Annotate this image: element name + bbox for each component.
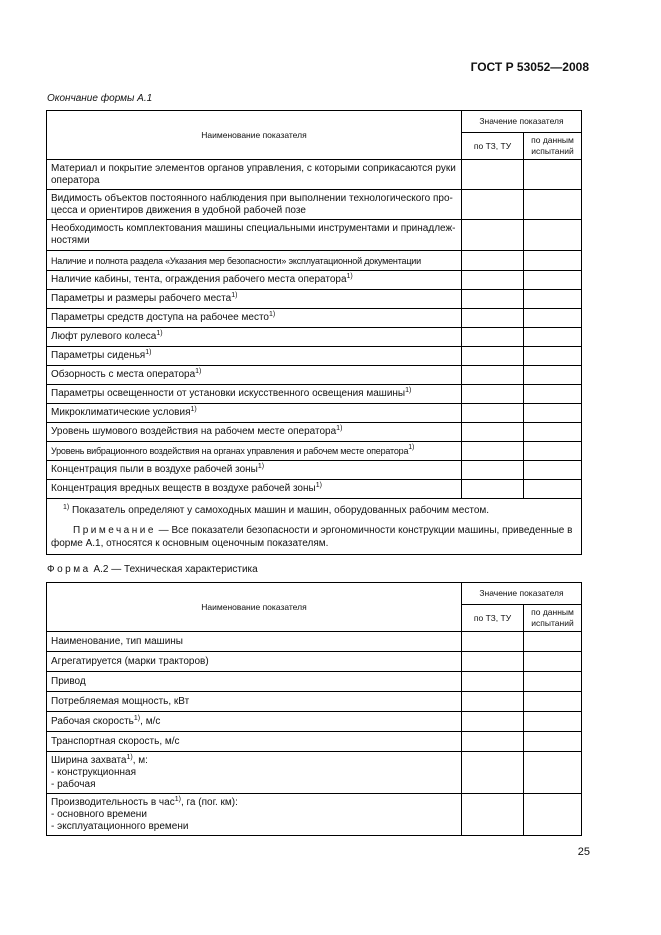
value-cell (524, 480, 582, 499)
value-cell (524, 672, 582, 692)
value-cell (524, 271, 582, 290)
value-cell (524, 347, 582, 366)
row-text: Обзорность с места оператора (51, 369, 196, 380)
table-row (47, 442, 462, 461)
row-text: Рабочая скорость (51, 715, 134, 727)
header-name: Наименование показателя (47, 111, 462, 160)
value-cell (462, 672, 524, 692)
row-subitem: - основного времени (51, 808, 147, 820)
table-row (47, 404, 462, 423)
value-cell (462, 404, 524, 423)
value-cell (462, 632, 524, 652)
footnote-ref: 1) (156, 330, 163, 337)
header-name: Наименование показателя (47, 583, 462, 632)
header-tz-tu: по ТЗ, ТУ (462, 133, 524, 160)
value-cell (462, 794, 524, 836)
value-cell (462, 732, 524, 752)
footnote-ref: 1) (408, 444, 415, 451)
table-row (47, 328, 462, 347)
form-label: Форма (47, 564, 91, 575)
value-cell (524, 794, 582, 836)
value-cell (524, 732, 582, 752)
value-cell (462, 652, 524, 672)
table-row (47, 271, 462, 290)
table-row (47, 480, 462, 499)
value-cell (462, 251, 524, 271)
value-cell (462, 442, 524, 461)
value-cell (524, 752, 582, 794)
value-cell (524, 328, 582, 347)
header-value-group: Значение показателя (462, 111, 582, 133)
row-text: Ширина захвата (51, 754, 127, 766)
value-cell (524, 220, 582, 251)
note (47, 517, 581, 554)
form-a2-caption (47, 564, 258, 575)
header-test-data: по данным испытаний (524, 133, 582, 160)
row-text: Концентрация вредных веществ в воздухе рабочей зоны (51, 483, 316, 494)
table-row: Наличие и полнота раздела «Указания мер безопасности» эксплуатационной документации (47, 251, 462, 271)
row-subitem: - рабочая (51, 778, 96, 790)
footnote-ref: 1) (336, 425, 343, 432)
table-row (47, 712, 462, 732)
form-a2-table (46, 582, 582, 836)
value-cell (462, 423, 524, 442)
footnote-ref: 1) (126, 753, 133, 761)
footnote-mark: 1) (63, 504, 70, 511)
value-cell (524, 290, 582, 309)
row-text: Концентрация пыли в воздухе рабочей зоны (51, 464, 258, 475)
row-text: Параметры сиденья (51, 350, 146, 361)
page-number: 25 (577, 846, 590, 858)
row-text: Производительность в час (51, 796, 175, 808)
form-title: А.2 — Техническая характеристика (93, 564, 258, 575)
table-row (47, 366, 462, 385)
value-cell (524, 251, 582, 271)
row-text: Параметры и размеры рабочего места (51, 293, 232, 304)
header-value-group: Значение показателя (462, 583, 582, 605)
footnote-ref: 1) (257, 463, 265, 470)
value-cell (462, 190, 524, 220)
table-row: Транспортная скорость, м/с (47, 732, 462, 752)
value-cell (462, 309, 524, 328)
value-cell (524, 652, 582, 672)
footnote-ref: 1) (133, 714, 141, 722)
table-notes (47, 499, 582, 555)
form-a1-caption: Окончание формы А.1 (47, 93, 153, 104)
value-cell (462, 752, 524, 794)
footnote-ref: 1) (315, 482, 322, 489)
row-subitem: - эксплуатационного времени (51, 820, 189, 832)
value-cell (524, 461, 582, 480)
row-unit: , м: (132, 754, 148, 766)
value-cell (524, 632, 582, 652)
value-cell (524, 442, 582, 461)
row-head (51, 797, 457, 809)
table-row: Наименование, тип машины (47, 632, 462, 652)
footnote-ref: 1) (346, 273, 353, 280)
row-text: Микроклиматические условия (51, 407, 191, 418)
header-tz-tu: по ТЗ, ТУ (462, 605, 524, 632)
row-unit: , га (пог. км): (180, 796, 238, 808)
value-cell (462, 385, 524, 404)
table-row (47, 423, 462, 442)
value-cell (462, 480, 524, 499)
footnote-ref: 1) (174, 795, 181, 803)
standard-number: ГОСТ Р 53052—2008 (470, 60, 589, 74)
footnote-ref: 1) (405, 387, 412, 394)
footnote-text: Показатель определяют у самоходных машин и машин, оборудованных рабочим местом. (72, 505, 490, 516)
table-row (47, 309, 462, 328)
value-cell (524, 160, 582, 190)
footnote-ref: 1) (268, 311, 276, 318)
row-text: Наличие кабины, тента, ограждения рабочего места оператора (51, 274, 347, 285)
value-cell (524, 309, 582, 328)
header-test-data: по данным испытаний (524, 605, 582, 632)
value-cell (524, 190, 582, 220)
table-row: Потребляемая мощность, кВт (47, 692, 462, 712)
table-row (47, 794, 462, 836)
table-row (47, 752, 462, 794)
table-row: Привод (47, 672, 462, 692)
value-cell (462, 461, 524, 480)
value-cell (462, 160, 524, 190)
value-cell (462, 271, 524, 290)
table-row (47, 461, 462, 480)
row-text: Параметры освещенности от установки искусственного освещения машины (51, 388, 406, 399)
row-text: Уровень шумового воздействия на рабочем месте оператора (51, 426, 337, 437)
table-row: Агрегатируется (марки тракторов) (47, 652, 462, 672)
value-cell (462, 347, 524, 366)
table-row: Видимость объектов постоянного наблюдения при выполнении технологического про-цесса и ориентиров движения в удобной рабочей позе (47, 190, 462, 220)
value-cell (462, 366, 524, 385)
table-row (47, 290, 462, 309)
note-label: Примечание (73, 525, 156, 536)
value-cell (462, 220, 524, 251)
table-row (47, 385, 462, 404)
table-row: Необходимость комплектования машины специальными инструментами и принадлеж-ностями (47, 220, 462, 251)
note-text: — Все показатели безопасности и эргономичности конструкции машины, приведенные в форме А.1, относятся к основным оценочным показателям. (51, 525, 573, 549)
value-cell (462, 692, 524, 712)
value-cell (462, 328, 524, 347)
row-subitem: - конструкционная (51, 766, 136, 778)
value-cell (524, 692, 582, 712)
value-cell (524, 423, 582, 442)
row-text: Люфт рулевого колеса (51, 331, 157, 342)
value-cell (524, 404, 582, 423)
footnote-ref: 1) (195, 368, 202, 375)
footnote-ref: 1) (231, 292, 238, 299)
table-row (47, 347, 462, 366)
footnote (47, 499, 581, 517)
value-cell (524, 385, 582, 404)
row-text: Параметры средств доступа на рабочее место (51, 312, 269, 323)
form-a1-table (46, 110, 582, 555)
row-text: Уровень вибрационного воздействия на органах управления и рабочем месте оператора (51, 446, 409, 456)
row-head (51, 755, 457, 767)
footnote-ref: 1) (145, 349, 152, 356)
value-cell (462, 290, 524, 309)
value-cell (462, 712, 524, 732)
footnote-ref: 1) (190, 406, 197, 413)
table-row: Материал и покрытие элементов органов управления, с которыми соприкасаются руки оператора (47, 160, 462, 190)
row-unit: , м/с (140, 715, 161, 727)
value-cell (524, 366, 582, 385)
value-cell (524, 712, 582, 732)
